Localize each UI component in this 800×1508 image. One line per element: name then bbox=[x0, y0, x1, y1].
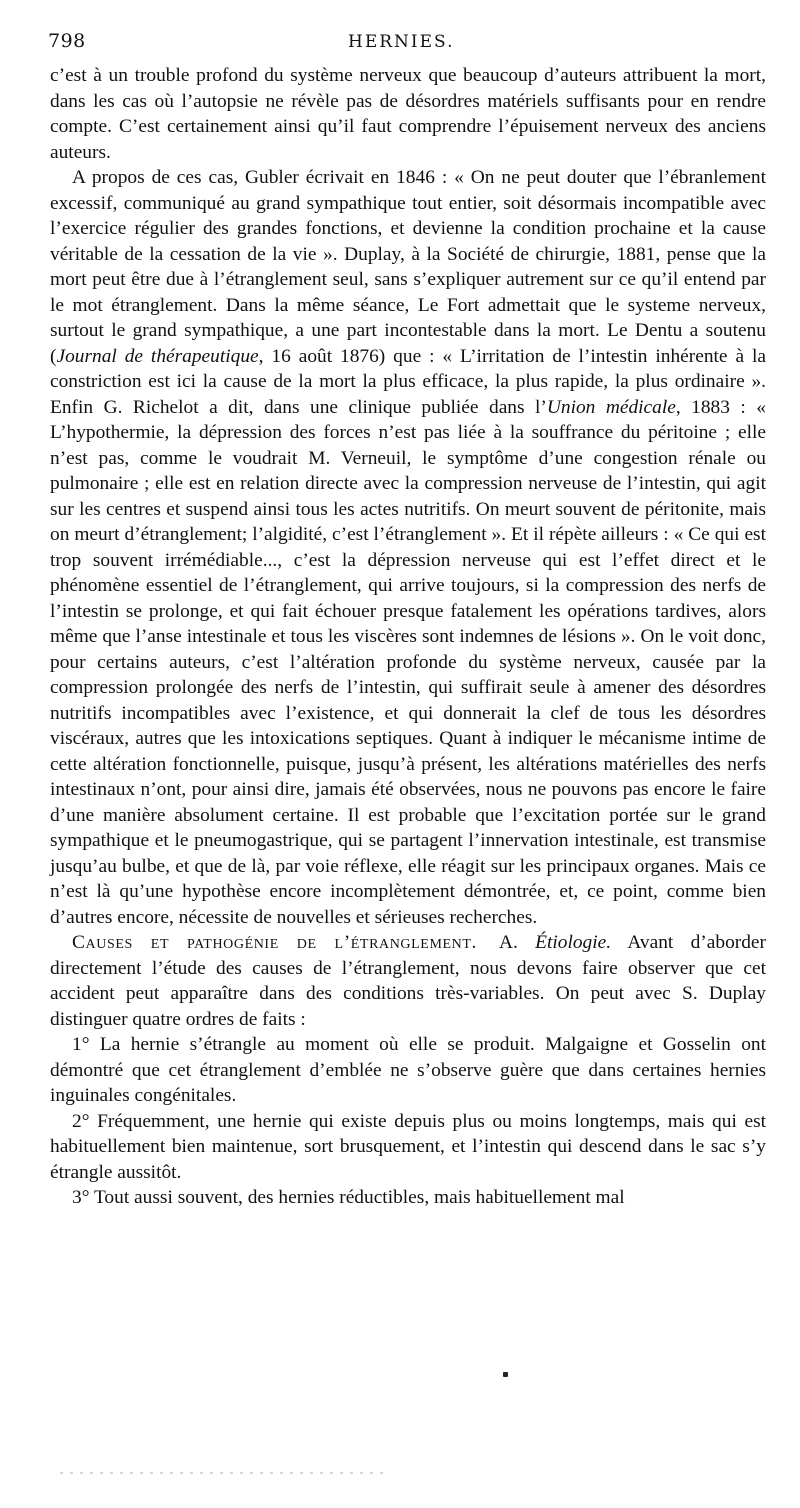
paragraph-3-text: Avant d’aborder directement l’étude des causes de l’étranglement, nous devons faire observer que cet accident peut apparaître dans des conditions très-variables. On peut avec S. Duplay distinguer quatre ordres de faits : bbox=[50, 932, 766, 1030]
subsection-letter: A. bbox=[498, 932, 518, 953]
journal-title: Journal de thérapeutique bbox=[56, 345, 259, 367]
paragraph-1: c’est à un trouble profond du système nerveux que beaucoup d’auteurs attribuent la mort, dans les cas où l’autopsie ne révèle pas de désordres matériels suffisants pour en rendre compte. C’est certainement ainsi qu’il faut comprendre l’épuisement nerveux des anciens auteurs. bbox=[50, 65, 766, 163]
page-header bbox=[48, 30, 768, 60]
subsection-title: Étiologie. bbox=[535, 932, 612, 953]
journal-title-2: Union médicale bbox=[546, 396, 676, 418]
paragraph-5: 2° Fréquemment, une hernie qui existe depuis plus ou moins longtemps, mais qui est habituellement bien maintenue, sort brusquement, et l’intestin qui descend dans le sac s’y étrangle aussitôt. bbox=[50, 1110, 766, 1183]
scan-specks bbox=[60, 1472, 390, 1474]
printer-mark bbox=[503, 1372, 508, 1377]
paragraph-2-text-a: A propos de ces cas, Gubler écrivait en 1846 : « On ne peut douter que l’ébranlement excessif, communiqué au grand sympathique tout entier, soit désormais incompatible avec l’exercice régulier des grandes fonctions, et devienne la condition prochaine et la cause véritable de la cessation de la vie ». Duplay, à la Société de chirurgie, 1881, pense que la mort peut être due à l’étranglement seul, sans s’expliquer autrement sur ce qu’il entend par le mot étranglement. Dans la même séance, Le Fort admettait que le systeme nerveux, surtout le grand sympathique, a une part incontestable dans la mort. Le Dentu a soutenu ( bbox=[50, 167, 766, 367]
body-text bbox=[50, 63, 766, 1211]
section-heading: Causes et pathogénie de l’étranglement. bbox=[72, 932, 477, 953]
page-number: 798 bbox=[48, 30, 86, 52]
paragraph-2-text-c: , 16 août 1876) que : « L’irritation de l’intestin inhérente à la constriction est ici la cause de la mort la plus efficace, la plus rapide, la plus ordinaire ». Enfin G. Richelot a dit, dans une clinique publiée dans l’ bbox=[50, 345, 766, 418]
running-head: HERNIES. bbox=[348, 32, 455, 52]
paragraph-3 bbox=[50, 930, 766, 1032]
paragraph-6: 3° Tout aussi souvent, des hernies réductibles, mais habituellement mal bbox=[72, 1187, 625, 1208]
paragraph-2-text-e: , 1883 : « L’hypothermie, la dépression des forces n’est pas liée à la souffrance du péritoine ; elle n’est pas, comme le voudrait M. Verneuil, le symptôme d’une congestion rénale ou pulmonaire ; elle est en relation directe avec la compression nerveuse de l’intestin, qui agit sur les centres et suspend ainsi tous les actes nutritifs. On meurt souvent de péritonite, mais on meurt d’étranglement; l’algidité, c’est l’étranglement ». Et il répète ailleurs : « Ce qui est trop souvent irrémédiable..., c’est la dépression nerveuse qui est l’effet direct et le phénomène essentiel de l’étranglement, qui arrive toujours, si la compression des nerfs de l’intestin se prolonge, et qui fait échouer presque fatalement les opérations tardives, alors même que l’anse intestinale et tous les viscères sont indemnes de lésions ». On le voit donc, pour certains auteurs, c’est l’altération profonde du système nerveux, causée par la compression prolongée des nerfs de l’intestin, qui suffirait seule à amener des désordres nutritifs incompatibles avec l’existence, et qui donnerait la clef de tous les désordres viscéraux, autres que les intoxications septiques. Quant à indiquer le mécanisme intime de cette altération fonctionnelle, puisque, jusqu’à présent, les altérations matérielles des nerfs intestinaux n’ont, pour ainsi dire, jamais été observées, nous ne pouvons pas encore le faire d’une manière absolument certaine. Il est probable que l’excitation portée sur le grand sympathique et le pneumogastrique, qui se partagent l’innervation intestinale, est transmise jusqu’au bulbe, et que de là, par voie réflexe, elle réagit sur les principaux organes. Mais ce n’est là qu’une hypothèse encore incomplètement démontrée, et, ce point, comme bien d’autres encore, nécessite de nouvelles et sérieuses recherches. bbox=[50, 396, 766, 928]
paragraph-2 bbox=[50, 165, 766, 930]
paragraph-4: 1° La hernie s’étrangle au moment où elle se produit. Malgaigne et Gosselin ont démontré que cet étranglement d’emblée ne s’observe guère que dans certaines hernies inguinales congénitales. bbox=[50, 1034, 766, 1106]
